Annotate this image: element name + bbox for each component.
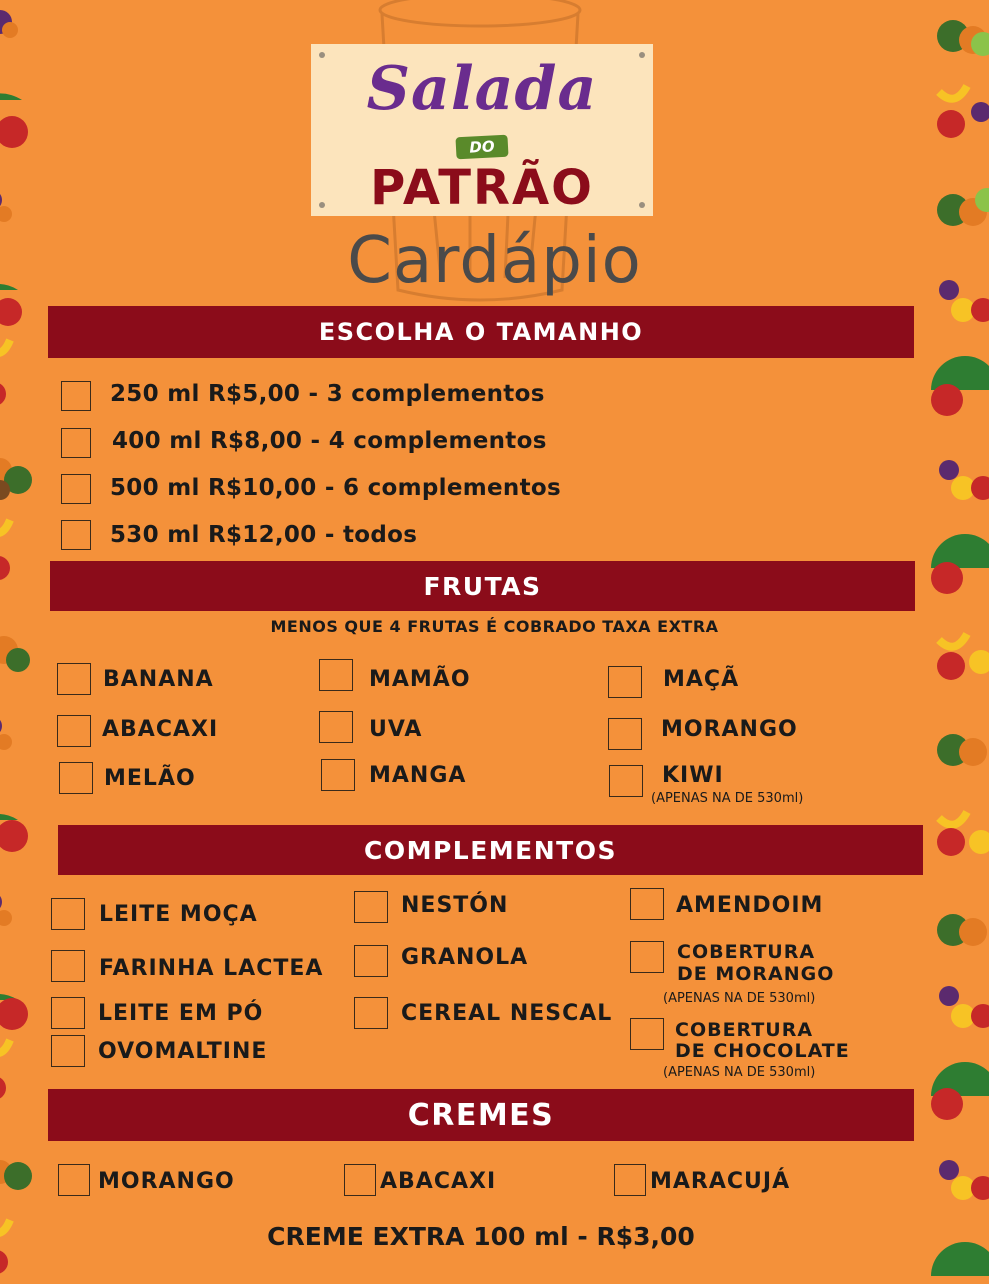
complement-checkbox-farinha-lactea[interactable]	[51, 950, 85, 982]
fruit-checkbox-abacaxi[interactable]	[57, 715, 91, 747]
complement-label: LEITE MOÇA	[99, 902, 258, 927]
complement-label: COBERTURA	[677, 941, 816, 963]
size-checkbox-400[interactable]	[61, 428, 91, 458]
fruit-checkbox-maca[interactable]	[608, 666, 642, 698]
complement-checkbox-neston[interactable]	[354, 891, 388, 923]
logo-do-text: DO	[455, 135, 508, 160]
complement-label: GRANOLA	[401, 945, 529, 970]
creme-checkbox-abacaxi[interactable]	[344, 1164, 376, 1196]
complement-label: OVOMALTINE	[98, 1039, 268, 1064]
size-option-label: 500 ml R$10,00 - 6 complementos	[110, 475, 561, 501]
fruit-border-right	[927, 0, 989, 1280]
complement-checkbox-cereal-nescal[interactable]	[354, 997, 388, 1029]
fruit-border-left	[0, 0, 38, 1280]
kiwi-note: (APENAS NA DE 530ml)	[651, 791, 804, 806]
size-checkbox-250[interactable]	[61, 381, 91, 411]
section-header-complementos: COMPLEMENTOS	[58, 825, 923, 875]
logo	[311, 44, 653, 216]
size-checkbox-530[interactable]	[61, 520, 91, 550]
logo-salada-text: Salada	[366, 54, 598, 124]
complement-label: DE CHOCOLATE	[675, 1040, 850, 1062]
creme-label: MARACUJÁ	[650, 1169, 791, 1194]
fruit-label: BANANA	[103, 667, 214, 692]
fruit-checkbox-morango[interactable]	[608, 718, 642, 750]
complement-checkbox-cobertura-chocolate[interactable]	[630, 1018, 664, 1050]
complement-checkbox-ovomaltine[interactable]	[51, 1035, 85, 1067]
section-header-cremes: CREMES	[48, 1089, 914, 1141]
complement-label: DE MORANGO	[677, 963, 835, 985]
fruit-checkbox-uva[interactable]	[319, 711, 353, 743]
fruit-label: MELÃO	[104, 766, 196, 791]
complement-checkbox-amendoim[interactable]	[630, 888, 664, 920]
frutas-note: MENOS QUE 4 FRUTAS É COBRADO TAXA EXTRA	[270, 617, 719, 636]
logo-patrao-text: PATRÃO	[370, 160, 594, 216]
size-option-label: 250 ml R$5,00 - 3 complementos	[110, 381, 545, 407]
fruit-checkbox-kiwi[interactable]	[609, 765, 643, 797]
fruit-label: UVA	[369, 717, 423, 742]
fruit-label: MORANGO	[661, 717, 798, 742]
fruit-checkbox-mamao[interactable]	[319, 659, 353, 691]
fruit-checkbox-melao[interactable]	[59, 762, 93, 794]
fruit-checkbox-banana[interactable]	[57, 663, 91, 695]
complement-label: AMENDOIM	[676, 893, 824, 918]
complement-label: NESTÓN	[401, 893, 509, 918]
creme-checkbox-maracuja[interactable]	[614, 1164, 646, 1196]
cobertura-morango-note: (APENAS NA DE 530ml)	[663, 991, 816, 1006]
complement-checkbox-leite-em-po[interactable]	[51, 997, 85, 1029]
fruit-label: MANGA	[369, 763, 467, 788]
section-header-sizes: ESCOLHA O TAMANHO	[48, 306, 914, 358]
creme-extra-price: CREME EXTRA 100 ml - R$3,00	[267, 1222, 695, 1251]
complement-label: COBERTURA	[675, 1019, 814, 1041]
complement-label: LEITE EM PÓ	[98, 1001, 264, 1026]
page-title: Cardápio	[347, 224, 642, 298]
complement-checkbox-granola[interactable]	[354, 945, 388, 977]
fruit-checkbox-manga[interactable]	[321, 759, 355, 791]
section-header-frutas: FRUTAS	[50, 561, 915, 611]
creme-label: MORANGO	[98, 1169, 235, 1194]
fruit-label: KIWI	[662, 763, 724, 788]
cobertura-chocolate-note: (APENAS NA DE 530ml)	[663, 1065, 816, 1080]
fruit-label: ABACAXI	[102, 717, 219, 742]
creme-checkbox-morango[interactable]	[58, 1164, 90, 1196]
size-option-label: 400 ml R$8,00 - 4 complementos	[112, 428, 547, 454]
complement-label: FARINHA LACTEA	[99, 956, 324, 981]
complement-checkbox-cobertura-morango[interactable]	[630, 941, 664, 973]
size-checkbox-500[interactable]	[61, 474, 91, 504]
complement-label: CEREAL NESCAL	[401, 1001, 613, 1026]
size-option-label: 530 ml R$12,00 - todos	[110, 522, 418, 548]
fruit-label: MAÇÃ	[663, 667, 740, 692]
complement-checkbox-leite-moca[interactable]	[51, 898, 85, 930]
creme-label: ABACAXI	[380, 1169, 497, 1194]
fruit-label: MAMÃO	[369, 667, 471, 692]
